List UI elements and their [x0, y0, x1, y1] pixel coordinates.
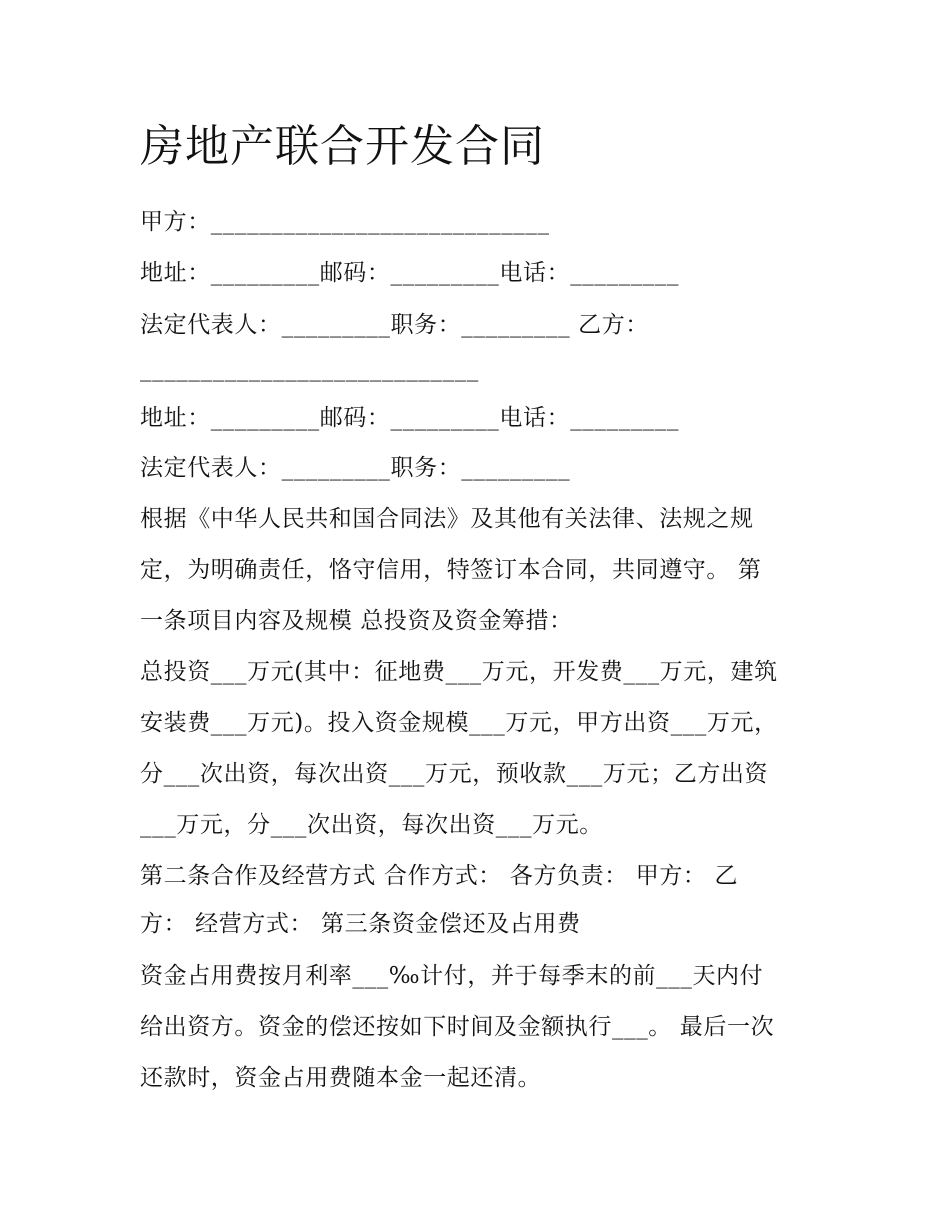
body-text-line: 总投资___万元(其中：征地费___万元，开发费___万元，建筑 — [140, 659, 778, 685]
party-a-representative-line: 法定代表人：_________职务：_________ 乙方： — [140, 312, 649, 338]
document-title: 房地产联合开发合同 — [140, 121, 545, 172]
body-text-line: 一条项目内容及规模 总投资及资金筹措： — [140, 608, 573, 634]
party-b-address-line: 地址：_________邮码：_________电话：_________ — [140, 405, 680, 431]
body-text-line: 给出资方。资金的偿还按如下时间及金额执行___。 最后一次 — [140, 1014, 775, 1040]
party-a-line: 甲方：____________________________ — [140, 209, 550, 235]
body-text-line: 根据《中华人民共和国合同法》及其他有关法律、法规之规 — [140, 506, 754, 532]
body-text-line: 第二条合作及经营方式 合作方式： 各方负责： 甲方： 乙 — [140, 863, 739, 889]
body-text-line: 资金占用费按月利率___‰计付，并于每季末的前___天内付 — [140, 963, 764, 989]
body-text-line: 方： 经营方式： 第三条资金偿还及占用费 — [140, 911, 581, 937]
body-text-line: ___万元，分___次出资，每次出资___万元。 — [140, 812, 603, 838]
body-text-line: 分___次出资，每次出资___万元，预收款___万元；乙方出资 — [140, 761, 769, 787]
body-text-line: 安装费___万元)。投入资金规模___万元，甲方出资___万元， — [140, 710, 778, 736]
party-b-name-line: ____________________________ — [140, 356, 479, 382]
party-a-address-line: 地址：_________邮码：_________电话：_________ — [140, 260, 680, 286]
body-text-line: 还款时，资金占用费随本金一起还清。 — [140, 1065, 542, 1091]
body-text-line: 定，为明确责任，恪守信用，特签订本合同，共同遵守。 第 — [140, 557, 762, 583]
party-b-representative-line: 法定代表人：_________职务：_________ — [140, 455, 571, 481]
